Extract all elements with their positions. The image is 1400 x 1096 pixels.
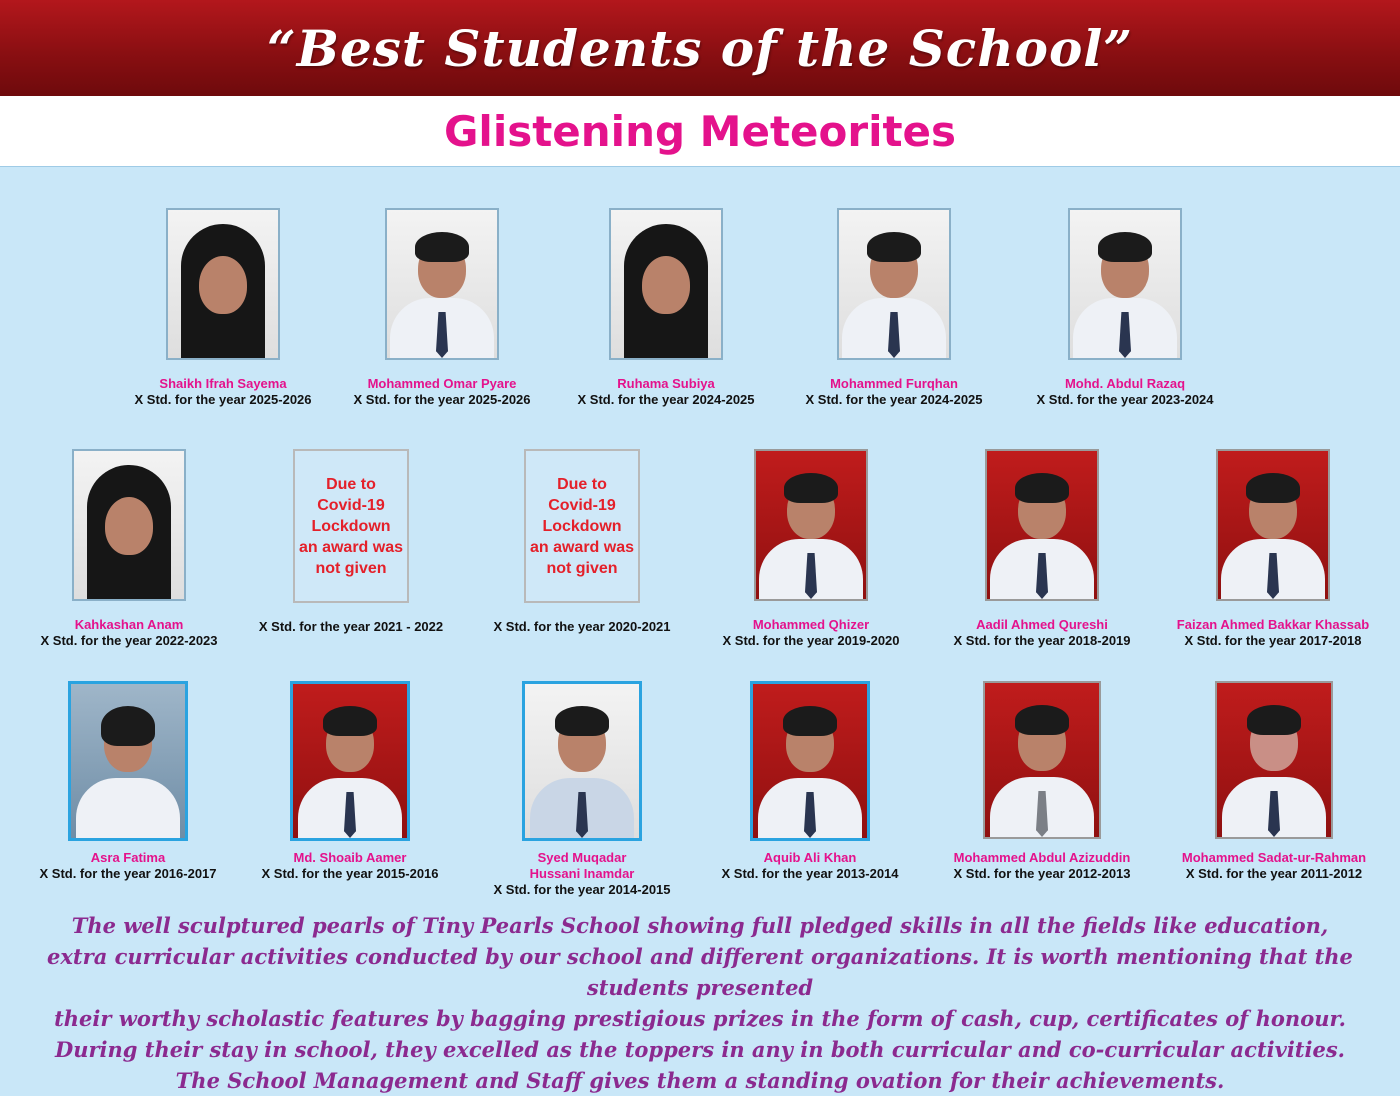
title-banner: [0, 0, 1400, 96]
student-photo: [1068, 208, 1182, 360]
covid-notice: Due to Covid-19 Lockdown an award was not given: [293, 449, 409, 603]
student-photo: [837, 208, 951, 360]
student-photo: [750, 681, 870, 841]
student-name: Kahkashan Anam: [74, 617, 184, 632]
page-title: “Best Students of the School”: [266, 18, 1134, 78]
student-year: X Std. for the year 2016-2017: [39, 866, 217, 881]
student-year: X Std. for the year 2022-2023: [40, 633, 218, 648]
student-photo: [754, 449, 868, 601]
student-card: [9, 449, 249, 649]
student-name: Mohd. Abdul Razaq: [1064, 376, 1186, 391]
student-name: Ruhama Subiya: [617, 376, 715, 391]
student-photo: [166, 208, 280, 360]
student-card: [322, 208, 562, 408]
student-year: X Std. for the year 2019-2020: [722, 633, 900, 648]
student-photo: [985, 449, 1099, 601]
student-name: Md. Shoaib Aamer: [293, 850, 407, 865]
student-photo: [72, 449, 186, 601]
student-year: X Std. for the year 2014-2015: [493, 882, 671, 897]
student-photo: [1215, 681, 1333, 839]
student-photo: [68, 681, 188, 841]
footer-line: their worthy scholastic features by bagging prestigious prizes in the form of cash, cup, certificates of honour.: [54, 1006, 1346, 1031]
student-photo: [385, 208, 499, 360]
student-year: X Std. for the year 2024-2025: [805, 392, 983, 407]
student-name: Shaikh Ifrah Sayema: [159, 376, 287, 391]
student-name: Aadil Ahmed Qureshi: [976, 617, 1108, 632]
student-card: [774, 208, 1014, 408]
student-year: X Std. for the year 2017-2018: [1184, 633, 1362, 648]
student-name-line2: Hussani Inamdar: [529, 866, 635, 881]
student-year: X Std. for the year 2024-2025: [577, 392, 755, 407]
student-card: [462, 681, 702, 898]
student-year: X Std. for the year 2012-2013: [953, 866, 1131, 881]
student-photo: [290, 681, 410, 841]
student-name: Faizan Ahmed Bakkar Khassab: [1176, 617, 1370, 632]
student-photo: [609, 208, 723, 360]
student-card: [1153, 449, 1393, 649]
covid-notice-card: [231, 449, 471, 635]
student-year: X Std. for the year 2025-2026: [353, 392, 531, 407]
student-name: Mohammed Qhizer: [752, 617, 870, 632]
footer-line: The well sculptured pearls of Tiny Pearls School showing full pledged skills in all the fields like education,: [71, 913, 1329, 938]
student-year: X Std. for the year 2015-2016: [261, 866, 439, 881]
student-name: Asra Fatima: [90, 850, 166, 865]
student-name: Aquib Ali Khan: [763, 850, 857, 865]
student-year: X Std. for the year 2011-2012: [1185, 866, 1363, 881]
student-year: X Std. for the year 2023-2024: [1036, 392, 1214, 407]
student-photo: [983, 681, 1101, 839]
student-name: Mohammed Sadat-ur-Rahman: [1181, 850, 1367, 865]
student-year: X Std. for the year 2020-2021: [493, 619, 671, 634]
student-card: [922, 449, 1162, 649]
subtitle-bar: [0, 96, 1400, 167]
student-name: Mohammed Abdul Azizuddin: [953, 850, 1131, 865]
student-name: Mohammed Furqhan: [830, 376, 958, 391]
student-name: Syed Muqadar: [537, 850, 627, 865]
covid-notice: Due to Covid-19 Lockdown an award was not given: [524, 449, 640, 603]
covid-notice-card: [462, 449, 702, 635]
footer-line: During their stay in school, they excelled as the toppers in any in both curricular and co-curricular activities.: [55, 1037, 1345, 1062]
student-card: [230, 681, 470, 882]
student-year: X Std. for the year 2018-2019: [953, 633, 1131, 648]
student-card: [690, 681, 930, 882]
student-photo: [522, 681, 642, 841]
student-card: [691, 449, 931, 649]
page-subtitle: Glistening Meteorites: [443, 106, 957, 156]
footer-line: The School Management and Staff gives them a standing ovation for their achievements.: [175, 1068, 1225, 1093]
student-card: [546, 208, 786, 408]
student-photo: [1216, 449, 1330, 601]
student-year: X Std. for the year 2021 - 2022: [258, 619, 444, 634]
student-year: X Std. for the year 2025-2026: [134, 392, 312, 407]
student-card: [922, 681, 1162, 882]
student-name: Mohammed Omar Pyare: [367, 376, 517, 391]
student-card: [1005, 208, 1245, 408]
footer-line: extra curricular activities conducted by our school and different organizations. It is worth mentioning that the students presented: [47, 944, 1353, 1000]
student-year: X Std. for the year 2013-2014: [721, 866, 899, 881]
footer-text: [0, 910, 1400, 1096]
student-card: [8, 681, 248, 882]
student-card: [1154, 681, 1394, 882]
student-card: [103, 208, 343, 408]
